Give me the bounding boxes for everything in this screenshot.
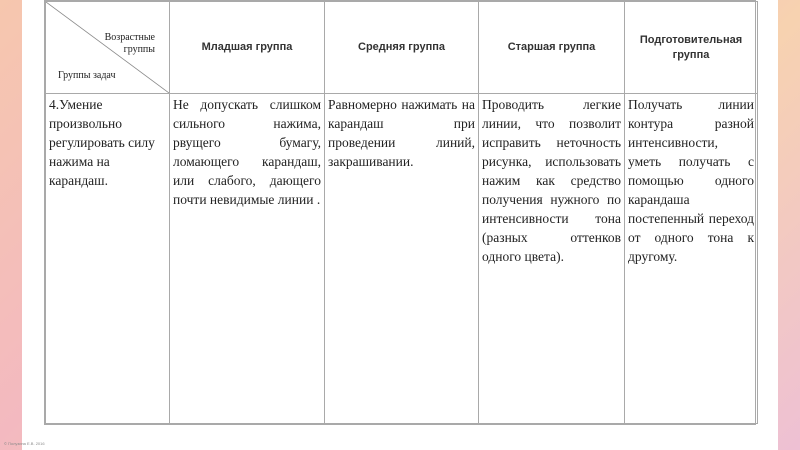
header-row — [46, 2, 758, 94]
age-groups-label-line2: группы — [123, 44, 155, 55]
header-middle-group: Средняя группа — [325, 2, 479, 94]
middle-group-cell: Равномерно нажимать на карандаш при проведении линий, закрашивании. — [325, 94, 479, 424]
preparatory-group-cell: Получать линии контура разной интенсивности, уметь получать с помощью одного карандаша постепенный переход от одного тона к другому. — [625, 94, 758, 424]
watermark: © Полузина Е.В. 2016 — [4, 441, 45, 446]
header-preparatory-group: Подготовительная группа — [625, 2, 758, 94]
corner-header-cell — [46, 2, 170, 94]
age-groups-label — [105, 32, 155, 56]
task-groups-label: Группы задач — [58, 70, 116, 81]
junior-group-cell: Не допускать слишком сильного нажима, рвущего бумагу, ломающего карандаш, или слабого, дающего почти невидимые линии . — [170, 94, 325, 424]
age-groups-label-line1: Возрастные — [104, 32, 155, 43]
table-row — [46, 94, 758, 424]
slide — [22, 0, 778, 450]
senior-group-cell: Проводить легкие линии, что позволит исправить неточность рисунка, использовать нажим как средство получения нужного по интенсивности тона (разных оттенков одного цвета). — [479, 94, 625, 424]
tasks-table — [45, 1, 758, 424]
header-senior-group: Старшая группа — [479, 2, 625, 94]
tasks-table-frame — [44, 0, 756, 425]
header-junior-group: Младшая группа — [170, 2, 325, 94]
task-cell: 4.Умение произвольно регулировать силу нажима на карандаш. — [46, 94, 170, 424]
